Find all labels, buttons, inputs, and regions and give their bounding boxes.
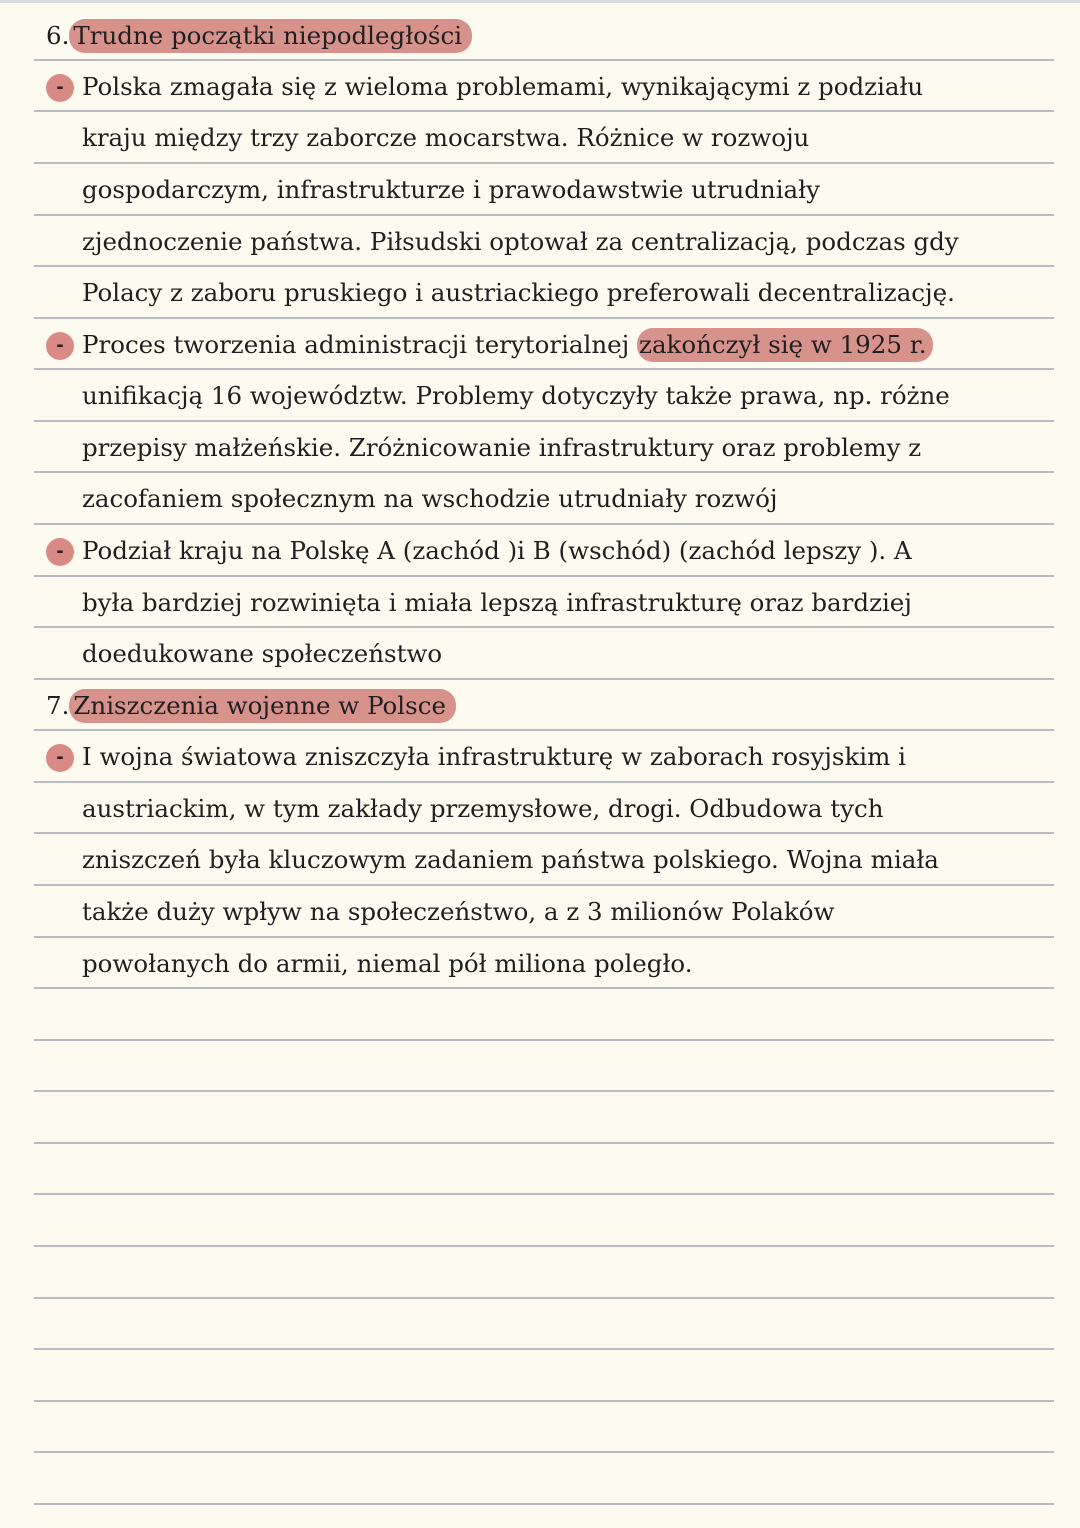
text-line: doedukowane społeczeństwo [82, 639, 443, 669]
rule-line [34, 1245, 1054, 1247]
text-row [0, 162, 1080, 214]
rule-line [34, 1297, 1054, 1299]
text-row [0, 420, 1080, 472]
bullet-icon: - [46, 744, 74, 772]
section-title: Trudne początki niepodległości [69, 19, 472, 53]
text-row [0, 265, 1080, 317]
rule-line [34, 1400, 1054, 1402]
text-line: Polacy z zaboru pruskiego i austriackiego preferowali decentralizację. [82, 278, 955, 308]
text-line: Polska zmagała się z wieloma problemami, wynikającymi z podziału [82, 72, 924, 102]
text-line: gospodarczym, infrastrukturze i prawodawstwie utrudniały [82, 175, 820, 205]
text-line: Podział kraju na Polskę A (zachód )i B (wschód) (zachód lepszy ). A [82, 536, 912, 566]
text-row [0, 471, 1080, 523]
section-number: 7. [46, 691, 70, 721]
text-line: zniszczeń była kluczowym zadaniem państwa polskiego. Wojna miała [82, 845, 939, 875]
text-row [0, 110, 1080, 162]
bullet-icon: - [46, 538, 74, 566]
text-line: powołanych do armii, niemal pół miliona poległo. [82, 949, 693, 979]
rule-line [34, 1348, 1054, 1350]
rule-line [34, 1193, 1054, 1195]
text-line: kraju między trzy zaborcze mocarstwa. Różnice w rozwoju [82, 123, 810, 153]
section-heading [0, 8, 1080, 60]
section-heading [0, 678, 1080, 730]
text-line: I wojna światowa zniszczyła infrastrukturę w zaborach rosyjskim i [82, 742, 906, 772]
bullet-icon: - [46, 74, 74, 102]
text-line: także duży wpływ na społeczeństwo, a z 3 milionów Polaków [82, 897, 835, 927]
text-line: zjednoczenie państwa. Piłsudski optował za centralizacją, podczas gdy [82, 227, 959, 257]
rule-line [34, 1142, 1054, 1144]
list-item [0, 317, 1080, 369]
text-line: unifikacją 16 województw. Problemy dotyczyły także prawa, np. różne [82, 381, 950, 411]
text-line: była bardziej rozwinięta i miała lepszą infrastrukturę oraz bardziej [82, 588, 912, 618]
list-item [0, 59, 1080, 111]
text-line: Proces tworzenia administracji terytorialnej [82, 330, 638, 360]
text-row [0, 626, 1080, 678]
text-row [0, 936, 1080, 988]
section-number: 6. [46, 21, 70, 51]
text-line: zacofaniem społecznym na wschodzie utrudniały rozwój [82, 484, 778, 514]
text-row [0, 832, 1080, 884]
rule-line [34, 1503, 1054, 1505]
list-item [0, 729, 1080, 781]
text-row [0, 884, 1080, 936]
section-title: Zniszczenia wojenne w Polsce [69, 689, 456, 723]
text-row [0, 781, 1080, 833]
text-row [0, 214, 1080, 266]
rule-line [34, 1451, 1054, 1453]
rule-line [34, 1039, 1054, 1041]
text-row [0, 575, 1080, 627]
text-line: przepisy małżeńskie. Zróżnicowanie infrastruktury oraz problemy z [82, 433, 922, 463]
text-line: austriackim, w tym zakłady przemysłowe, drogi. Odbudowa tych [82, 794, 884, 824]
list-item [0, 523, 1080, 575]
text-row [0, 368, 1080, 420]
rule-line [34, 1090, 1054, 1092]
bullet-icon: - [46, 332, 74, 360]
highlighted-text: zakończył się w 1925 r. [637, 328, 933, 362]
